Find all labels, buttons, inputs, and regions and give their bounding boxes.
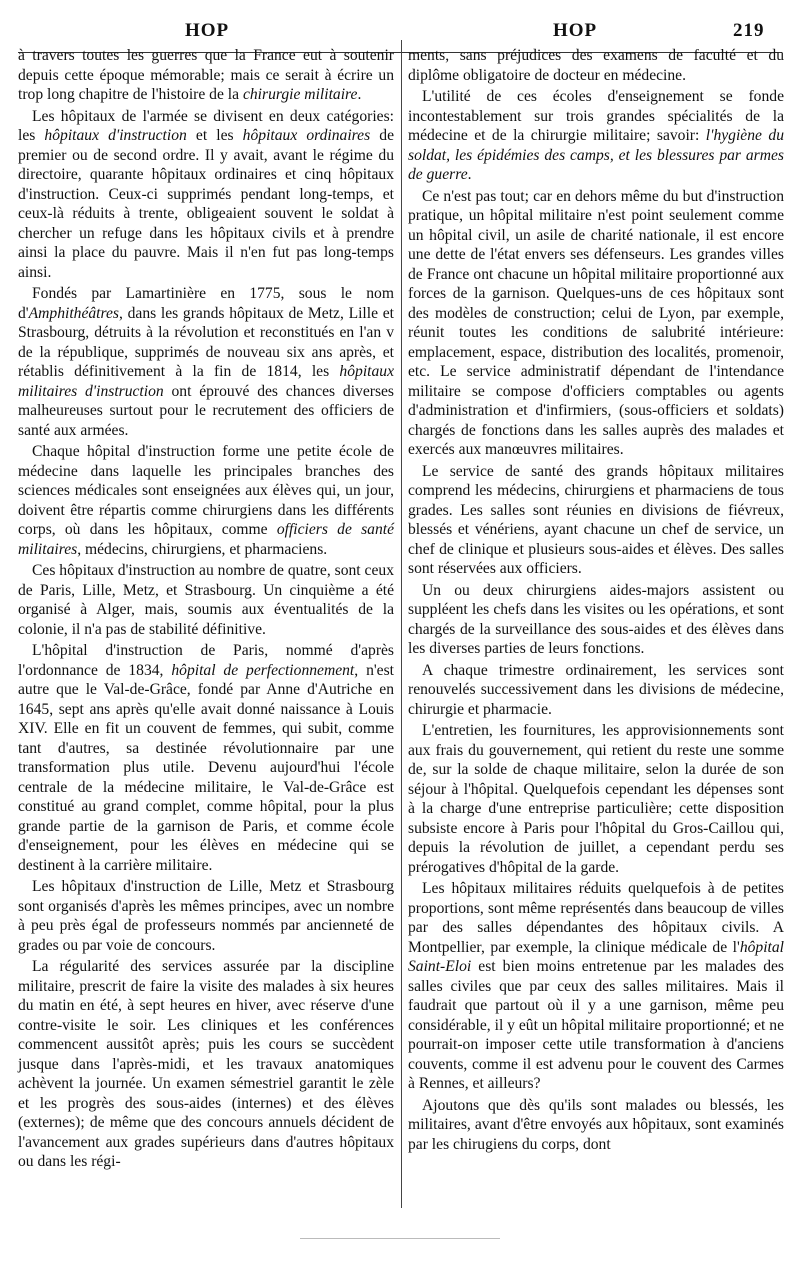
text-run: ont éprouvé des chances diverses malheureuses surtout pour le recrutement des officiers de santé aux armées. [18, 382, 395, 439]
paragraph [18, 641, 394, 875]
paragraph [18, 46, 394, 105]
paragraph [408, 1096, 784, 1155]
italic-text: l'hygiène du soldat, les épidémies des camps, et les blessures par armes de guerre [408, 127, 785, 183]
text-run: . [467, 166, 472, 183]
italic-text: chirurgie militaire [242, 86, 358, 103]
running-head-right: HOP [553, 20, 598, 41]
paragraph [408, 721, 784, 877]
italic-text: Amphithéâtres [28, 304, 119, 322]
paragraph [408, 187, 784, 460]
text-run: L'entretien, les fournitures, les approvisionnements sont aux frais du gouvernement, qui retient du reste une somme de, sur la solde de chaque militaire, selon la durée de son séjour à l'hôpital. Quelquefois cependant les dépenses sont à la charge d'une entreprise particulière; cette disposition subsiste encore à Paris pour l'hôpital du Gros-Caillou qui, depuis la révolution de juillet, a cependant perdu ses prérogatives d'hôpital de la garde. [408, 722, 784, 876]
paragraph [408, 879, 784, 1094]
paragraph [408, 87, 784, 185]
page-header [0, 14, 800, 44]
text-run: de premier ou de second ordre. Il y avait, avant le régime du directoire, quarante hôpitaux ordinaires et cinq hôpitaux d'instruction. Ceux-ci supprimés pendant long-temps, et ceux-là réduits à trente, obligeaient souvent le soldat à chercher un refuge dans les hôpitaux civils et à prendre ainsi la place du pauvre. Mais il n'en fut pas long-temps ainsi. [18, 127, 394, 281]
paragraph [408, 462, 784, 579]
text-run: est bien moins entretenue par les malades des salles civiles que par ceux des salles militaires. Mais il faudrait que partout où il y a une garnison, même peu considérable, il y eût un hôpital militaire proportionné; et ne pourrait-on imposer cette utile transformation à d'anciens couvents, comme il est advenu pour le couvent des Carmes à Rennes, et ailleurs? [408, 958, 784, 1092]
text-run: Le service de santé des grands hôpitaux militaires comprend les médecins, chirurgiens et pharmaciens de tous grades. Les salles sont réunies en divisions de fiévreux, blessés et vénériens, ayant chacune un chef de service, un chef de clinique et plusieurs sous-aides et élèves. Des salles sont réservées aux officiers. [408, 462, 784, 577]
text-run: La régularité des services assurée par la discipline militaire, prescrit de faire la visite des malades à six heures du matin en été, à sept heures en hiver, avec réserve d'une contre-visite le soir. Les cliniques et les conférences commencent aussitôt après; puis les cours se succèdent jusque dans l'après-midi, et les travaux anatomiques achèvent la journée. Un examen sémestriel garantit le zèle et les progrès des sous-aides (internes) et des élèves (externes); de même que des concours annuels décident de l'avancement aux grades supérieurs dans d'autres hôpitaux ou dans les régi- [18, 958, 394, 1170]
italic-text: officiers de santé militaires [18, 521, 394, 558]
footer-mark [300, 1238, 500, 1239]
right-column [408, 46, 784, 1156]
text-run: Les hôpitaux militaires réduits quelquefois à de petites proportions, sont même représentés dans beaucoup de villes par des salles dépendantes des hôpitaux civils. A Montpellier, par exemple, la clinique médicale de l' [408, 880, 784, 956]
text-run: Ajoutons que dès qu'ils sont malades ou blessés, les militaires, avant d'être envoyés aux hôpitaux, sont examinés par les chirugiens du corps, dont [408, 1096, 784, 1153]
paragraph [18, 284, 394, 440]
text-run: Chaque hôpital d'instruction forme une petite école de médecine dans laquelle les principales branches des sciences médicales sont enseignées aux élèves qui, un jour, doivent être répartis comme chirurgiens dans les différents corps, où dans les hôpitaux, comme [18, 443, 394, 538]
text-run: ments, sans préjudices des examens de faculté et du diplôme obligatoire de docteur en médecine. [408, 47, 784, 84]
text-run: , n'est autre que le Val-de-Grâce, fondé par Anne d'Autriche en 1645, sept ans après qu'elle avait donné naissance à Louis XIV. Elle en fit un couvent de femmes, qui subit, comme tant d'autres, sa destinée révolutionnaire par une transformation plus utile. Devenu aujourd'hui l'école centrale de la médecine militaire, le Val-de-Grâce est constitué au grand complet, comme hôpital, pour la plus grande partie de la garnison de Paris, et comme école d'enseignement, pour les élèves en médecine qui se destinent à la carrière militaire. [18, 661, 394, 874]
italic-text: hôpitaux ordinaires [242, 127, 371, 144]
text-run: Ce n'est pas tout; car en dehors même du but d'instruction pratique, un hôpital militaire n'est point seulement comme un hôpital civil, un asile de charité nationale, il est encore une dette de l'état envers ses défenseurs. Les grandes villes de France ont chacune un hôpital militaire proportionné aux forces de la garnison. Quelques-uns de ces hôpitaux sont des modèles de construction; celui de Lyon, par exemple, réunit toutes les conditions de salubrité intérieure: emplacement, espace, distribution des localités, promenoir, etc. Le service administratif dépendant de l'intendance militaire se compose d'officiers comptables ou agents d'administration et d'infirmiers, (sous-officiers et soldats) chargés de fonctions dans les salles auprès des malades et exercés aux manœuvres militaires. [408, 187, 784, 458]
text-run: et les [186, 127, 243, 144]
text-run: Les hôpitaux de l'armée se divisent en deux catégories: les [18, 107, 394, 144]
paragraph [18, 442, 394, 559]
text-run: , dans les grands hôpitaux de Metz, Lille et Strasbourg, détruits à la révolution et reconstitués en l'an v de la république, supprimés de nouveau six ans après, et rétablis définitivement à la fin de 1814, les [18, 304, 394, 380]
left-column [18, 46, 394, 1174]
page-number: 219 [733, 20, 765, 41]
text-run: L'hôpital d'instruction de Paris, nommé d'après l'ordonnance de 1834, [18, 642, 394, 679]
paragraph [18, 877, 394, 955]
italic-text: hôpital de perfectionnement [171, 661, 355, 679]
paragraph [408, 581, 784, 659]
text-run: Fondés par Lamartinière en 1775, sous le nom d' [18, 285, 394, 322]
paragraph [18, 561, 394, 639]
paragraph [408, 46, 784, 85]
italic-text: hôpital Saint-Eloi [408, 938, 784, 975]
paragraph [18, 107, 394, 283]
text-run: à travers toutes les guerres que la France eut à soutenir depuis cette époque mémorable; mais ce serait à écrire un trop long chapitre de l'histoire de la [18, 47, 394, 103]
paragraph [408, 661, 784, 720]
text-run: , médecins, chirurgiens, et pharmaciens. [77, 540, 328, 558]
text-run: Les hôpitaux d'instruction de Lille, Metz et Strasbourg sont organisés d'après les mêmes principes, avec un nombre à peu près égal de professeurs nommés par ancienneté de grades ou par voie de concours. [18, 878, 394, 954]
running-head-left: HOP [185, 20, 230, 41]
text-run: A chaque trimestre ordinairement, les services sont renouvelés successivement dans les divisions de médecine, chirurgie et pharmacie. [408, 661, 784, 718]
column-divider [401, 40, 402, 1208]
text-run: L'utilité de ces écoles d'enseignement se fonde incontestablement sur trois grandes spécialités de la médecine et de la chirurgie militaire; savoir: [408, 88, 784, 144]
text-run: . [357, 86, 362, 103]
text-run: Ces hôpitaux d'instruction au nombre de quatre, sont ceux de Paris, Lille, Metz, et Strasbourg. Un cinquième a été organisé à Alger, mais, soumis aux éventualités de la colonie, il n'a pas de stabilité définitive. [18, 562, 394, 638]
paragraph [18, 957, 394, 1172]
italic-text: hôpitaux d'instruction [44, 127, 187, 144]
text-run: Un ou deux chirurgiens aides-majors assistent ou suppléent les chefs dans les visites ou les opérations, et sont chargés de la surveillance des sous-aides et des élèves dans les diverses parties de leurs fonctions. [408, 581, 784, 657]
italic-text: hôpitaux militaires d'instruction [18, 363, 394, 400]
